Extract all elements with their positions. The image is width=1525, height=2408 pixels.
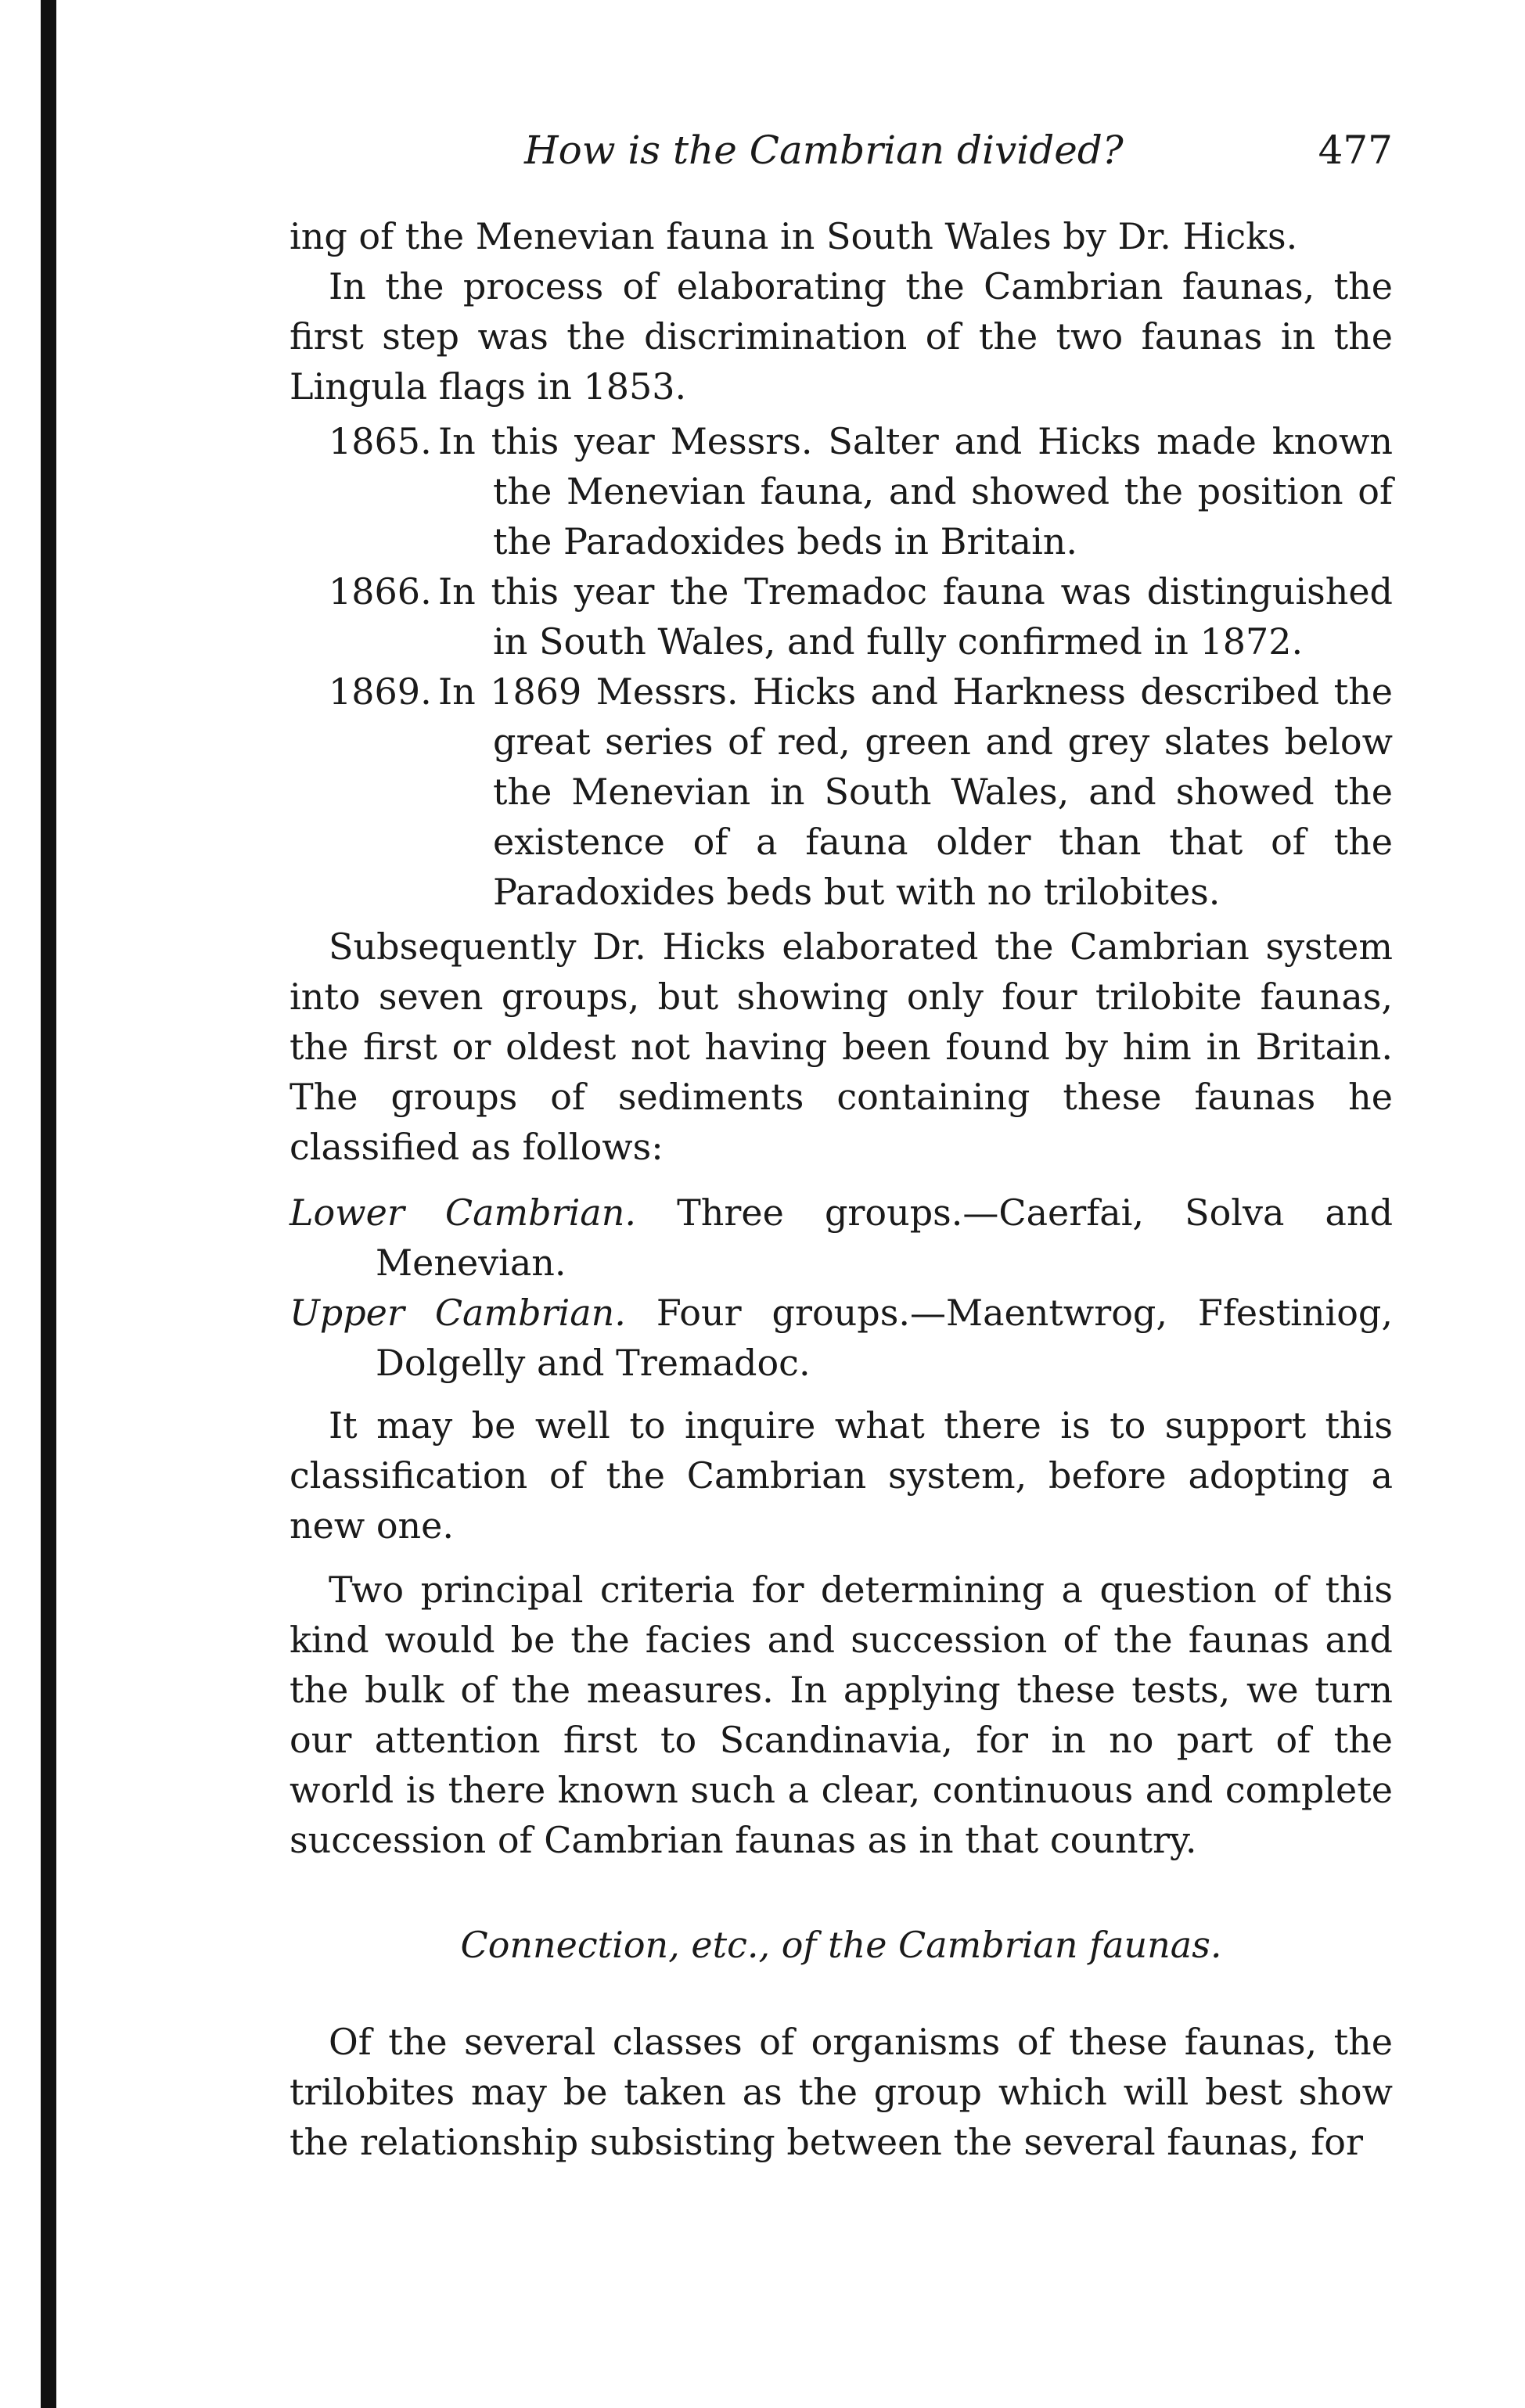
entry-year: 1869. <box>329 670 432 713</box>
chronology-entry <box>290 667 1393 917</box>
entry-text: In 1869 Messrs. Hicks and Harkness described the great series of red, green and grey slates below the Menevian in South Wales, and showed the existence of a fauna older than that of the Paradoxides beds but with no trilobites. <box>438 670 1393 913</box>
paragraph-several: Of the several classes of organisms of these faunas, the trilobites may be taken as the group which will best show the relationship subsisting between the several faunas, for <box>290 2021 1393 2163</box>
page-number: 477 <box>1318 128 1393 173</box>
classification-label: Upper Cambrian. <box>290 1292 626 1334</box>
paragraph-inquire: It may be well to inquire what there is to support this classification of the Cambrian system, before adopting a new one. <box>290 1404 1393 1547</box>
classification-item <box>290 1188 1393 1288</box>
classification-list <box>290 1188 1393 1388</box>
paragraph-continued: ing of the Menevian fauna in South Wales by Dr. Hicks. <box>290 215 1298 257</box>
entry-year: 1866. <box>329 570 432 613</box>
binding-edge <box>41 0 56 2408</box>
chronology-entry <box>290 566 1393 667</box>
paragraph-process: In the process of elaborating the Cambrian faunas, the first step was the discrimination of the two faunas in the Lingula flags in 1853. <box>290 265 1393 408</box>
entry-text: In this year the Tremadoc fauna was distinguished in South Wales, and fully confirmed in 1872. <box>438 570 1393 663</box>
classification-label: Lower Cambrian. <box>290 1191 636 1234</box>
entry-text: In this year Messrs. Salter and Hicks made known the Menevian fauna, and showed the position of the Paradoxides beds in Britain. <box>438 420 1393 562</box>
page-header <box>290 125 1393 188</box>
chronology-entry <box>290 416 1393 566</box>
classification-text: Three groups.—Caerfai, Solva and Menevian. <box>376 1191 1394 1284</box>
paragraph-criteria: Two principal criteria for determining a question of this kind would be the facies and succession of the faunas and the bulk of the measures. In applying these tests, we turn our attention first to Scandinavia, for in no part of the world is there known such a clear, continuous and complete succession of Cambrian faunas as in that country. <box>290 1569 1393 1861</box>
classification-item <box>290 1288 1393 1388</box>
running-title: How is the Cambrian divided? <box>524 128 1124 173</box>
paragraph-subsequently: Subsequently Dr. Hicks elaborated the Cambrian system into seven groups, but showing only four trilobite faunas, the first or oldest not having been found by him in Britain. The groups of sediments containing these faunas he classified as follows: <box>290 925 1393 1168</box>
section-heading: Connection, etc., of the Cambrian faunas. <box>460 1924 1222 1966</box>
classification-text: Four groups.—Maentwrog, Ffestiniog, Dolgelly and Tremadoc. <box>376 1292 1393 1384</box>
entry-year: 1865. <box>329 420 432 462</box>
chronology-list <box>290 416 1393 917</box>
book-page <box>290 125 1393 2167</box>
